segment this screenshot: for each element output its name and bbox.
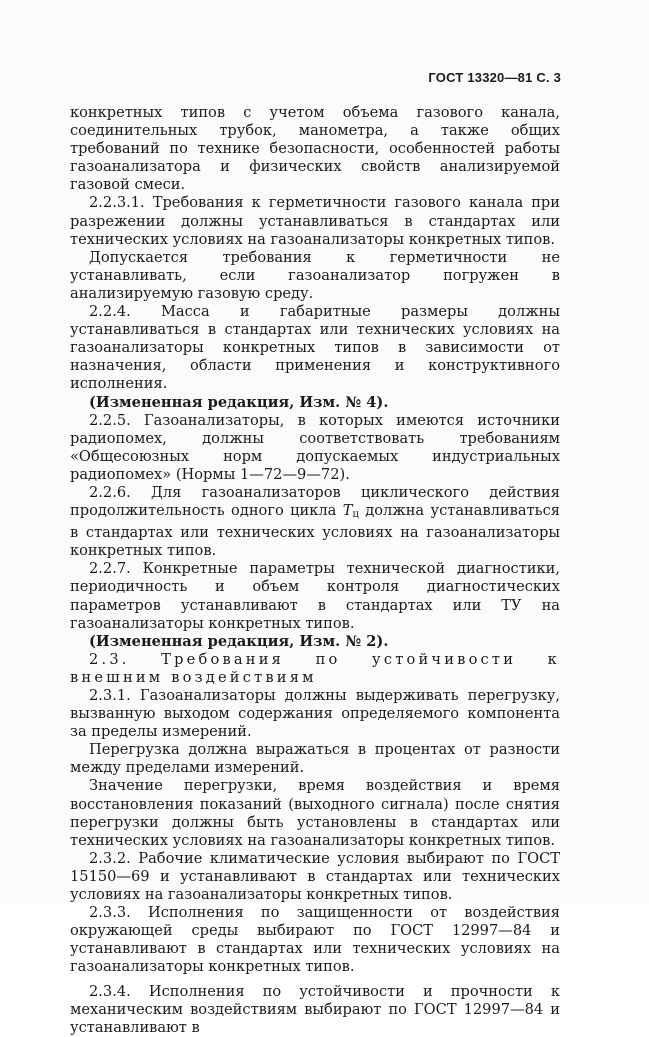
section-heading-2-3: 2.3. Требования по устойчивости к внешним воздействиям: [70, 650, 560, 686]
paragraph-2-3-3: 2.3.3. Исполнения по защищенности от воздействия окружающей среды выбирают по ГОСТ 12997—84 и устанавливают в стандартах или технических условиях на газоанализаторы конкретных типов.: [70, 904, 560, 976]
document-body: [70, 104, 560, 1037]
paragraph-2-3-2: 2.3.2. Рабочие климатические условия выбирают по ГОСТ 15150—69 и устанавливают в стандартах или технических условиях на газоанализаторы конкретных типов.: [70, 849, 560, 904]
cycle-duration-subscript: ц: [352, 509, 359, 521]
paragraph-2-2-5: 2.2.5. Газоанализаторы, в которых имеются источники радиопомех, должны соответствовать требованиям «Общесоюзных норм допускаемых индустриальных радиопомех» (Нормы 1—72—9—72).: [70, 411, 560, 483]
paragraph-continuation: конкретных типов с учетом объема газового канала, соединительных трубок, манометра, а также общих требований по технике безопасности, особенностей работы газоанализатора и физических свойств анализируемой газовой смеси.: [70, 104, 560, 194]
paragraph-2-2-7: 2.2.7. Конкретные параметры технической диагностики, периодичность и объем контроля диагностических параметров устанавливают в стандартах или ТУ на газоанализаторы конкретных типов.: [70, 560, 560, 632]
paragraph-2-3-1: 2.3.1. Газоанализаторы должны выдерживать перегрузку, вызванную выходом содержания определяемого компонента за пределы измерений.: [70, 687, 560, 741]
paragraph-2-2-6: [70, 484, 560, 560]
paragraph-2-3-4: 2.3.4. Исполнения по устойчивости и прочности к механическим воздействиям выбирают по ГОСТ 12997—84 и устанавливают в: [70, 982, 560, 1036]
paragraph-2-2-4: 2.2.4. Масса и габаритные размеры должны устанавливаться в стандартах или технических условиях на газоанализаторы конкретных типов в зависимости от назначения, области применения и конструктивного исполнения.: [70, 303, 560, 393]
paragraph-2-2-3-1: 2.2.3.1. Требования к герметичности газового канала при разрежении должны устанавливаться в стандартах или технических условиях на газоанализаторы конкретных типов.: [70, 194, 560, 248]
paragraph-hermeticity-exception: Допускается требования к герметичности не устанавливать, если газоанализатор погружен в анализируемую газовую среду.: [70, 248, 560, 302]
amendment-note-4: (Измененная редакция, Изм. № 4).: [89, 393, 389, 411]
paragraph-2-2-6-text-before: 2.2.6. Для газоанализаторов циклического действия продолжительность одного цикла: [70, 483, 560, 520]
amendment-note-2: (Измененная редакция, Изм. № 2).: [89, 632, 389, 650]
paragraph-overload-values: Значение перегрузки, время воздействия и время восстановления показаний (выходного сигнала) после снятия перегрузки должны быть установлены в стандартах или технических условиях на газоанализаторы конкретных типов.: [70, 777, 560, 849]
cycle-duration-symbol: T: [342, 502, 353, 520]
page-header: ГОСТ 13320—81 С. 3: [428, 70, 561, 85]
paragraph-overload-expression: Перегрузка должна выражаться в процентах от разности между пределами измерений.: [70, 741, 560, 777]
paragraph-2-2-6-text-after: должна устанавливаться в стандартах или технических условиях на газоанализаторы конкретных типов.: [70, 502, 560, 560]
